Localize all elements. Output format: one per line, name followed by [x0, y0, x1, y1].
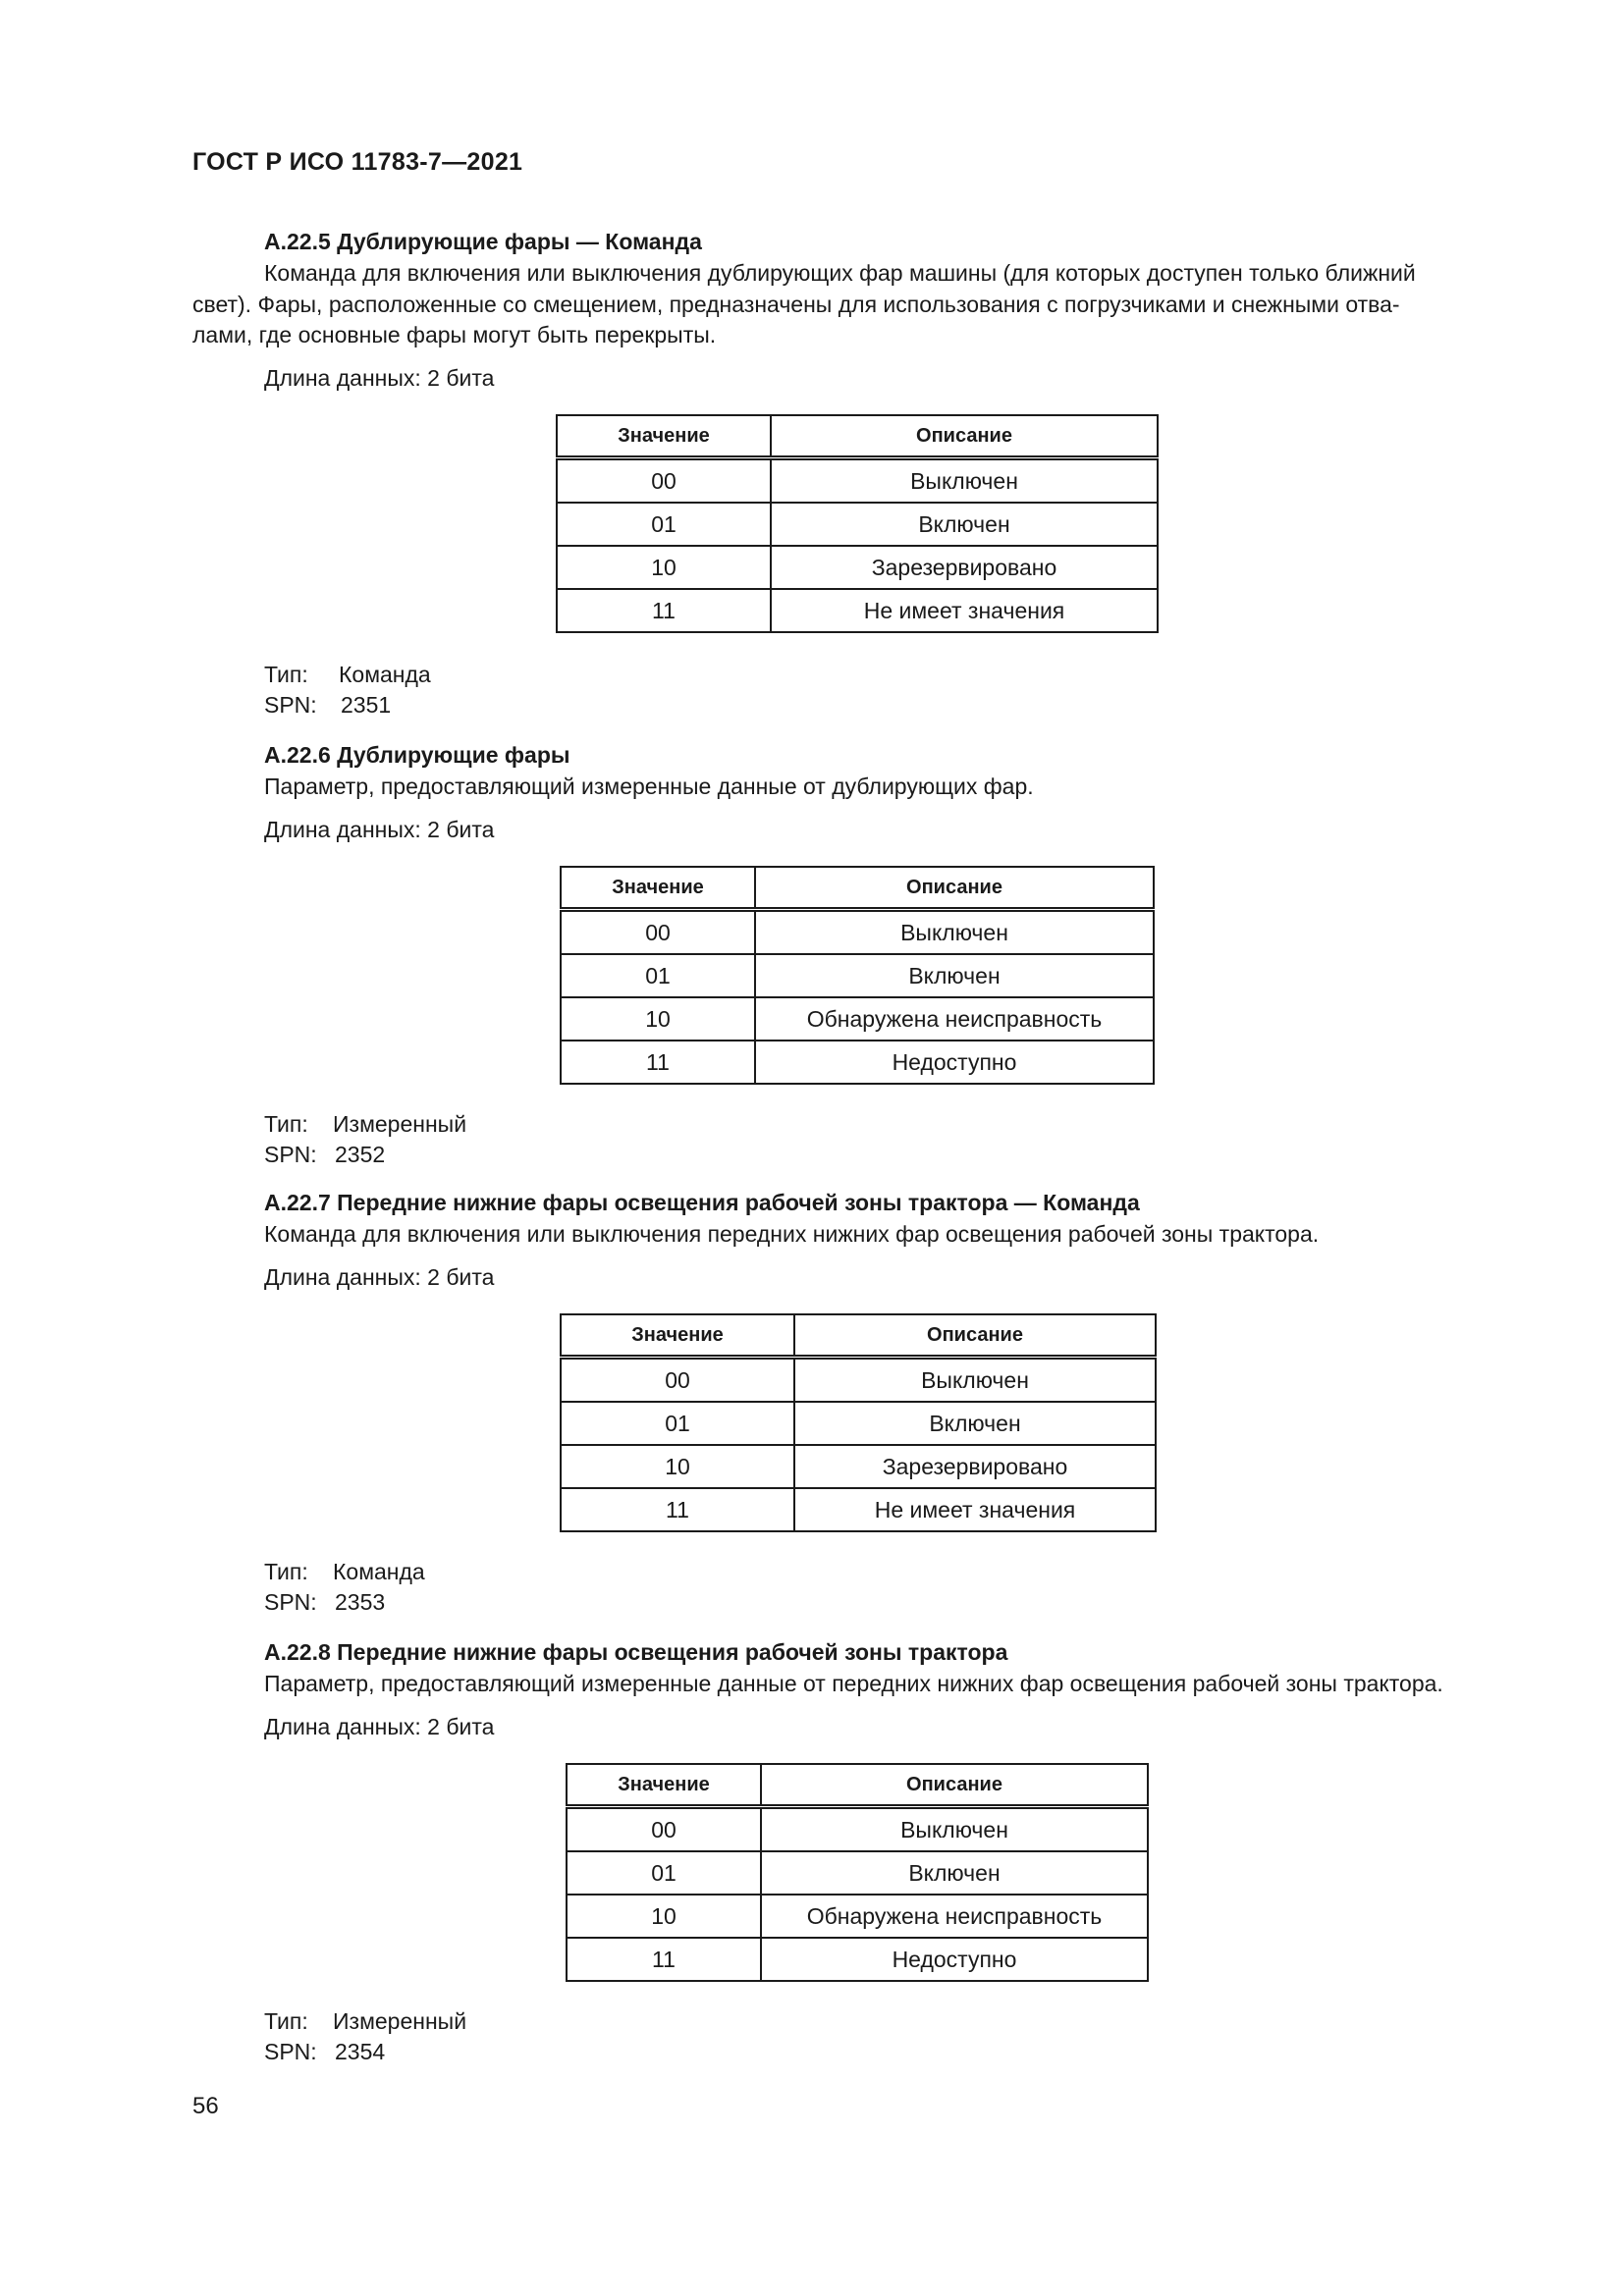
cell-description: Выключен	[761, 1807, 1148, 1852]
table-row	[561, 1358, 1156, 1403]
column-header-value: Значение	[561, 867, 755, 910]
table-row	[567, 1938, 1148, 1981]
value-table	[560, 866, 1155, 1085]
cell-value: 11	[557, 589, 771, 632]
type-spn-block	[264, 1109, 466, 1170]
table-header-row	[557, 415, 1158, 458]
cell-description: Включен	[794, 1402, 1156, 1445]
cell-value: 00	[567, 1807, 761, 1852]
cell-description: Зарезервировано	[771, 546, 1158, 589]
cell-value: 11	[567, 1938, 761, 1981]
table-row	[567, 1851, 1148, 1895]
type-value: Измеренный	[333, 1111, 467, 1137]
cell-value: 10	[557, 546, 771, 589]
cell-value: 01	[557, 503, 771, 546]
paragraph-line: Команда для включения или выключения дублирующих фар машины (для которых доступен только ближний	[264, 260, 1416, 286]
cell-value: 00	[561, 910, 755, 955]
type-label: Тип:	[264, 2008, 308, 2034]
table-row	[561, 1445, 1156, 1488]
type-label: Тип:	[264, 662, 308, 687]
type-spn-block	[264, 1557, 425, 1618]
cell-value: 00	[561, 1358, 794, 1403]
type-spn-block	[264, 2006, 466, 2067]
cell-description: Выключен	[755, 910, 1154, 955]
cell-value: 11	[561, 1041, 755, 1084]
table-row	[567, 1895, 1148, 1938]
table-row	[561, 1488, 1156, 1531]
paragraph-line: Параметр, предоставляющий измеренные данные от передних нижних фар освещения рабочей зоны трактора.	[264, 1671, 1443, 1696]
table-row	[561, 1041, 1154, 1084]
spn-value: 2353	[335, 1589, 386, 1615]
type-label: Тип:	[264, 1559, 308, 1584]
value-table	[566, 1763, 1149, 1982]
spn-label: SPN:	[264, 2039, 317, 2064]
cell-description: Недоступно	[761, 1938, 1148, 1981]
section-heading: А.22.6 Дублирующие фары	[264, 742, 570, 768]
table-row	[561, 954, 1154, 997]
type-value: Команда	[339, 662, 431, 687]
cell-description: Не имеет значения	[794, 1488, 1156, 1531]
data-length: Длина данных: 2 бита	[264, 1264, 495, 1290]
cell-description: Включен	[755, 954, 1154, 997]
cell-description: Недоступно	[755, 1041, 1154, 1084]
section-heading: А.22.8 Передние нижние фары освещения рабочей зоны трактора	[264, 1639, 1008, 1665]
section-paragraph	[192, 258, 1519, 351]
cell-description: Включен	[761, 1851, 1148, 1895]
cell-value: 00	[557, 458, 771, 504]
table-row	[557, 503, 1158, 546]
table-row	[561, 910, 1154, 955]
paragraph-line: лами, где основные фары могут быть перекрыты.	[192, 322, 717, 347]
section-heading: А.22.7 Передние нижние фары освещения рабочей зоны трактора — Команда	[264, 1190, 1140, 1215]
type-value: Команда	[333, 1559, 425, 1584]
cell-description: Не имеет значения	[771, 589, 1158, 632]
cell-description: Выключен	[771, 458, 1158, 504]
spn-label: SPN:	[264, 1142, 317, 1167]
column-header-value: Значение	[557, 415, 771, 458]
table-row	[557, 546, 1158, 589]
paragraph-line: Команда для включения или выключения передних нижних фар освещения рабочей зоны трактора.	[264, 1221, 1320, 1247]
table-header-row	[561, 1314, 1156, 1358]
column-header-description: Описание	[771, 415, 1158, 458]
cell-description: Выключен	[794, 1358, 1156, 1403]
column-header-description: Описание	[755, 867, 1154, 910]
table-row	[561, 1402, 1156, 1445]
cell-value: 11	[561, 1488, 794, 1531]
column-header-description: Описание	[794, 1314, 1156, 1358]
value-table	[560, 1313, 1157, 1532]
spn-label: SPN:	[264, 692, 317, 718]
cell-value: 10	[561, 997, 755, 1041]
column-header-description: Описание	[761, 1764, 1148, 1807]
spn-value: 2354	[335, 2039, 386, 2064]
table-row	[557, 458, 1158, 504]
spn-value: 2352	[335, 1142, 386, 1167]
section-heading: А.22.5 Дублирующие фары — Команда	[264, 229, 702, 254]
document-header: ГОСТ Р ИСО 11783-7—2021	[192, 148, 523, 176]
table-header-row	[561, 867, 1154, 910]
table-row	[561, 997, 1154, 1041]
section-paragraph	[264, 1669, 1519, 1700]
data-length: Длина данных: 2 бита	[264, 817, 495, 842]
cell-value: 01	[561, 954, 755, 997]
column-header-value: Значение	[567, 1764, 761, 1807]
section-paragraph	[264, 1219, 1519, 1251]
column-header-value: Значение	[561, 1314, 794, 1358]
table-row	[567, 1807, 1148, 1852]
page-number: 56	[192, 2093, 219, 2119]
cell-description: Включен	[771, 503, 1158, 546]
paragraph-line: Параметр, предоставляющий измеренные данные от дублирующих фар.	[264, 774, 1034, 799]
spn-label: SPN:	[264, 1589, 317, 1615]
cell-value: 01	[561, 1402, 794, 1445]
cell-description: Обнаружена неисправность	[755, 997, 1154, 1041]
spn-value: 2351	[341, 692, 392, 718]
type-label: Тип:	[264, 1111, 308, 1137]
value-table	[556, 414, 1159, 633]
cell-value: 10	[561, 1445, 794, 1488]
cell-description: Обнаружена неисправность	[761, 1895, 1148, 1938]
cell-description: Зарезервировано	[794, 1445, 1156, 1488]
cell-value: 10	[567, 1895, 761, 1938]
table-row	[557, 589, 1158, 632]
data-length: Длина данных: 2 бита	[264, 365, 495, 391]
table-header-row	[567, 1764, 1148, 1807]
type-spn-block	[264, 660, 431, 721]
type-value: Измеренный	[333, 2008, 467, 2034]
data-length: Длина данных: 2 бита	[264, 1714, 495, 1739]
paragraph-line: свет). Фары, расположенные со смещением, предназначены для использования с погрузчиками и снежными отва-	[192, 291, 1400, 317]
cell-value: 01	[567, 1851, 761, 1895]
section-paragraph	[264, 772, 1519, 803]
